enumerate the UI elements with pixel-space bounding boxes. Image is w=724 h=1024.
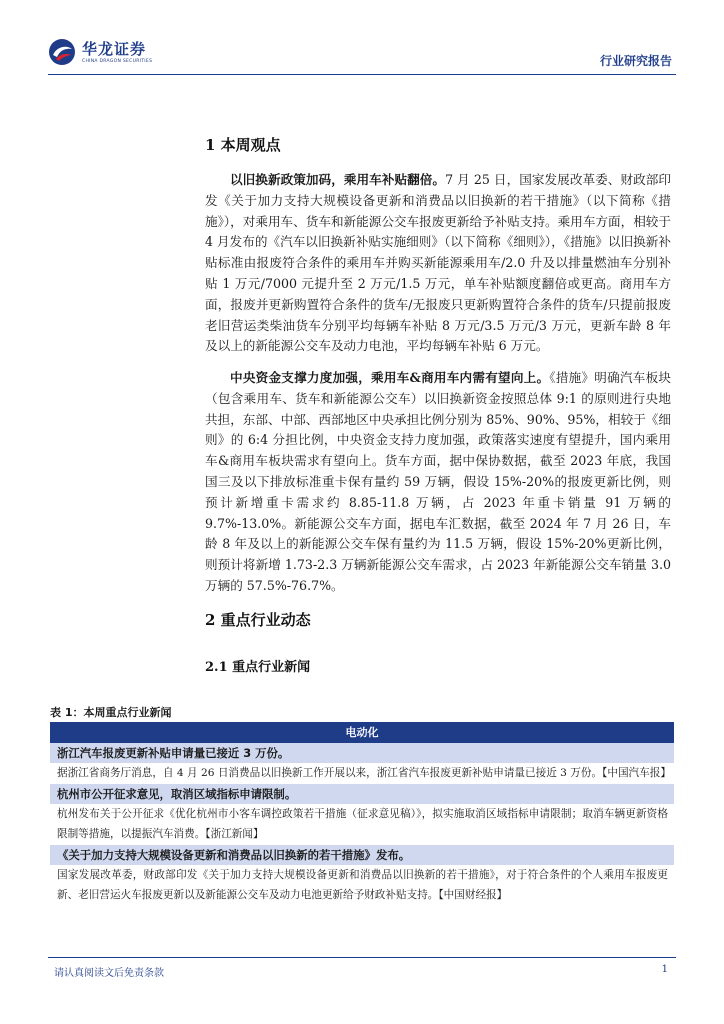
news-body: 杭州发布关于公开征求《优化杭州市小客车调控政策若干措施（征求意见稿）》，拟实施取消区域指标申请限制；取消车辆更新资格限制等措施，以提振汽车消费。【浙江新闻】 <box>57 808 668 840</box>
paragraph-1 <box>205 170 671 357</box>
report-type-label: 行业研究报告 <box>599 54 672 68</box>
logo-name-cn: 华龙证券 <box>82 40 147 58</box>
paragraph-2 <box>205 368 671 597</box>
paragraph-1-lead: 以旧换新政策加码，乘用车补贴翻倍。 <box>230 172 446 187</box>
table-caption: 表 1：本周重点行业新闻 <box>50 706 172 719</box>
section1-heading: 1 本周观点 <box>205 136 281 154</box>
news-title: 《关于加力支持大规模设备更新和消费品以旧换新的若干措施》发布。 <box>50 845 674 865</box>
company-logo <box>48 38 152 72</box>
dragon-logo-icon <box>48 38 76 66</box>
news-title: 杭州市公开征求意见，取消区域指标申请限制。 <box>50 784 674 804</box>
paragraph-1-text: 7 月 25 日，国家发展改革委、财政部印发《关于加力支持大规模设备更新和消费品以旧换新的若干措施》（以下简称《措施》），对乘用车、货车和新能源公交车报废更新给予补贴支持。乘用车方面，相较于 4 月发布的《汽车以旧换新补贴实施细则》（以下简称《细则》），《措施》以旧换新补贴标准由报废符合条件的乘用车并购买新能源乘用车/2.0 升及以排量燃油车分别补贴 1 万元/7000 元提升至 2 万元/1.5 万元，单车补贴额度翻倍或更高。商用车方面，报废并更新购置符合条件的货车/无报废只更新购置符合条件的货车/只提前报废老旧营运类柴油货车分别平均每辆车补贴 8 万元/3.5 万元/3 万元，更新车龄 8 年及以上的新能源公交车及动力电池，平均每辆车补贴 6 万元。 <box>205 172 671 354</box>
news-title: 浙江汽车报废更新补贴申请量已接近 3 万份。 <box>50 743 674 763</box>
page-header <box>0 0 724 80</box>
footer-divider <box>48 957 676 958</box>
news-table <box>50 722 674 906</box>
news-body: 国家发展改革委，财政部印发《关于加力支持大规模设备更新和消费品以旧换新的若干措施》，对于符合条件的个人乘用车报废更新、老旧营运火车报废更新以及新能源公交车及动力电池更新给予财政补贴支持。【中国财经报】 <box>57 869 668 901</box>
table-category-header: 电动化 <box>50 722 674 743</box>
section2-1-heading: 2.1 重点行业新闻 <box>205 660 311 675</box>
section2-heading: 2 重点行业动态 <box>205 611 311 629</box>
page-number: 1 <box>661 964 668 975</box>
logo-name-en: CHINA DRAGON SECURITIES <box>82 59 153 64</box>
paragraph-2-lead: 中央资金支撑力度加强，乘用车&商用车内需有望向上。 <box>230 370 550 385</box>
news-body: 据浙江省商务厅消息，自 4 月 26 日消费品以旧换新工作开展以来，浙江省汽车报废更新补贴申请量已接近 3 万份。【中国汽车报】 <box>57 767 671 779</box>
paragraph-2-text: 《措施》明确汽车板块（包含乘用车、货车和新能源公交车）以旧换新资金按照总体 9:1 的原则进行央地共担，东部、中部、西部地区中央承担比例分别为 85%、90%、95%，相较于《细则》的 6:4 分担比例，中央资金支持力度加强，政策落实速度有望提升，国内乘用车&商用车板块需求有望向上。货车方面，据中保协数据，截至 2023 年底，我国国三及以下排放标准重卡保有量约 59 万辆，假设 15%-20%的报废更新比例，则预计新增重卡需求约 8.85-11.8 万辆，占 2023 年重卡销量 91 万辆的 9.7%-13.0%。新能源公交车方面，据电车汇数据，截至 2024 年 7 月 26 日，车龄 8 年及以上的新能源公交车保有量约为 11.5 万辆，假设 15%-20%更新比例，则预计将新增 1.73-2.3 万辆新能源公交车需求，占 2023 年新能源公交车销量 3.0 万辆的 57.5%-76.7%。 <box>205 370 671 593</box>
disclaimer-link: 请认真阅读文后免责条款 <box>54 968 164 979</box>
header-divider <box>48 74 676 75</box>
